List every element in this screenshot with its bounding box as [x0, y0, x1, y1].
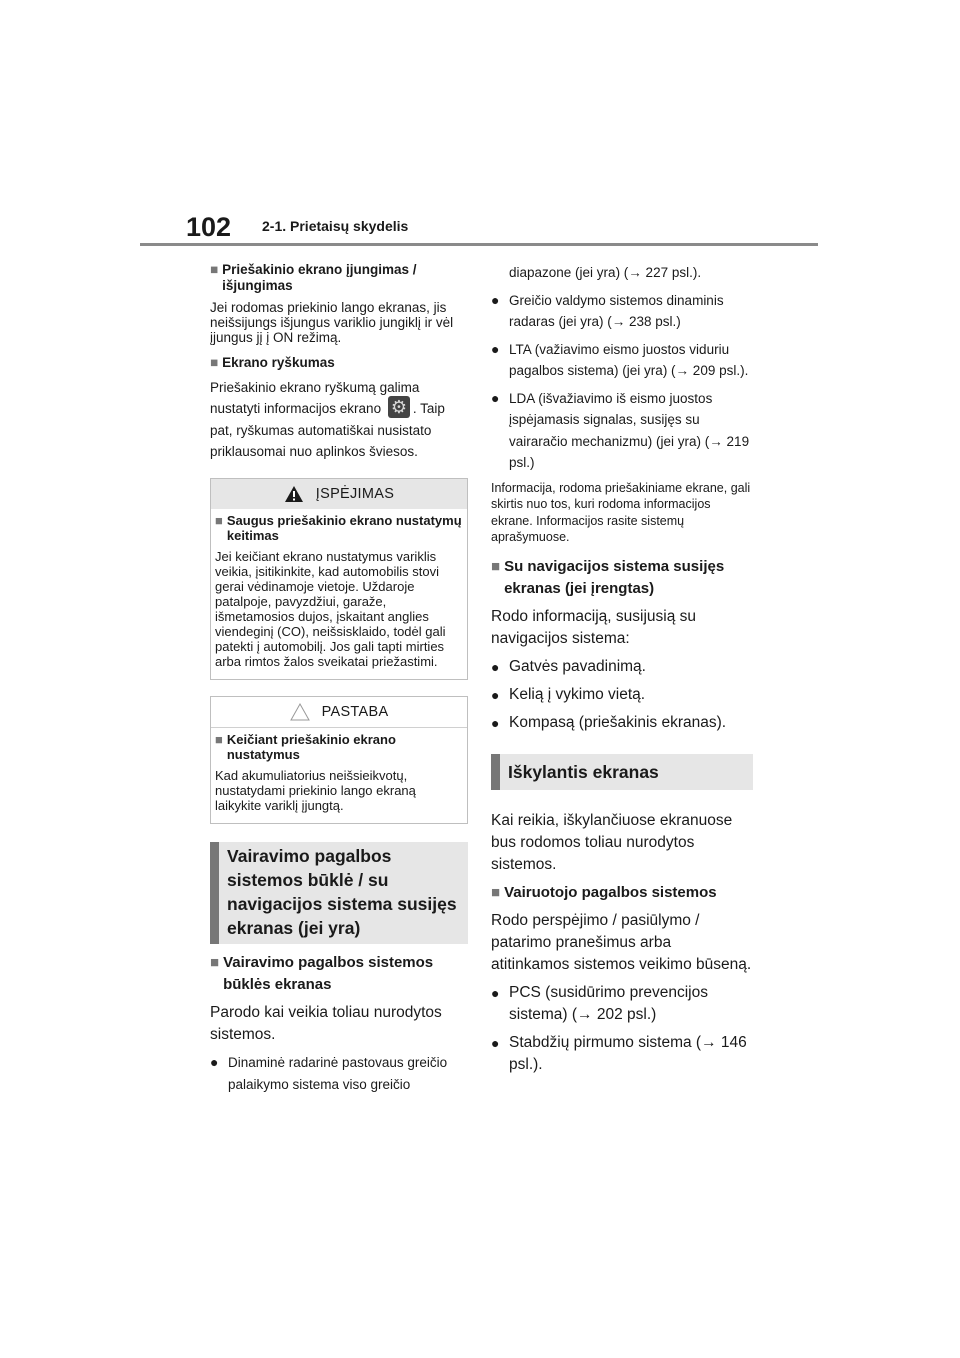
list-item-text: Greičio valdymo sistemos dinaminis radaras (jei yra) (→ 238 psl.) [509, 292, 724, 329]
gear-icon [388, 396, 410, 418]
heading-text: Keičiant priešakinio ekrano nustatymus [226, 732, 396, 763]
caution-outline-triangle-icon [290, 703, 310, 721]
round-bullet-icon: ● [491, 686, 500, 703]
square-bullet-icon: ■ [215, 732, 223, 748]
list-item-text: Kelią į vykimo vietą. [509, 685, 646, 703]
list-item [491, 656, 753, 678]
list-item [491, 982, 753, 1026]
paragraph: Parodo kai veikia toliau nurodytos sistemos. [210, 1004, 442, 1044]
section-heading-assist-status: Vairavimo pagalbos sistemos būklė / su navigacijos sistema susijęs ekranas (jei yra) [210, 842, 468, 944]
list-item-text: Gatvės pavadinimą. [509, 657, 646, 675]
list-item [210, 1052, 468, 1095]
square-bullet-icon: ■ [210, 262, 219, 277]
list-item-text: LTA (važiavimo eismo juostos viduriu pagalbos sistema) (jei yra) (→ 209 psl.). [509, 341, 749, 378]
heading-text: Su navigacijos sistema susijęs ekranas (jei įrengtas) [504, 557, 725, 597]
warning-title: ĮSPĖJIMAS [315, 486, 395, 503]
square-bullet-icon: ■ [210, 954, 220, 972]
list-item-text: PCS (susidūrimo prevencijos sistema) (→ 202 psl.) [509, 983, 708, 1023]
round-bullet-icon: ● [491, 714, 500, 731]
list-item-text: Kompasą (priešakinis ekranas). [509, 713, 727, 731]
warning-text: Jei keičiant ekrano nustatymus variklis veikia, įsitikinkite, kad automobilis stovi gerai vėdinamoje vietoje. Uždaroje patalpoje, pavyzdžiui, garaže, išmetamosios dujos, įskaitant anglies viendeginį (CO), neišsisklaido, todėl gali patekti į automobilį. Jos gali tapti mirties arba rimtos žalos sveikatai priežastimi. [215, 549, 446, 670]
list-item [491, 388, 753, 474]
warning-subheading [215, 513, 463, 543]
round-bullet-icon: ● [491, 658, 500, 675]
warning-box [210, 478, 468, 680]
list-item [491, 339, 753, 382]
heading-navigation-screen [491, 556, 753, 600]
notice-header [211, 697, 467, 728]
list-item [491, 290, 753, 333]
heading-brightness [210, 355, 468, 371]
section-heading-popup: Iškylantis ekranas [491, 754, 753, 790]
round-bullet-icon: ● [491, 1034, 500, 1051]
round-bullet-icon: ● [491, 389, 500, 406]
header-divider [140, 243, 818, 246]
right-column [491, 262, 753, 1082]
warning-body [211, 509, 467, 679]
info-note: Informacija, rodoma priešakiniame ekrane, gali skirtis nuo tos, kuri rodoma informacijos ekrane. Informacijos rasite sistemų aprašymuose. [491, 480, 751, 544]
heading-text: Priešakinio ekrano įjungimas / išjungimas [222, 262, 417, 293]
warning-header [211, 479, 467, 509]
heading-text: Vairuotojo pagalbos sistemos [504, 883, 717, 901]
heading-text: Ekrano ryškumas [222, 355, 335, 370]
square-bullet-icon: ■ [491, 883, 501, 901]
list-item-text: Stabdžių pirmumo sistema (→ 146 psl.). [509, 1033, 747, 1073]
paragraph: Rodo perspėjimo / pasiūlymo / patarimo pranešimus arba atitinkamos sistemos veikimo būseną. [491, 911, 752, 973]
notice-box [210, 696, 468, 824]
page-number: 102 [186, 212, 232, 242]
list-item-text: LDA (išvažiavimo iš eismo juostos įspėjamasis signalas, susijęs su vairaračio mechanizmu) (jei yra) (→ 219 psl.) [509, 390, 750, 470]
round-bullet-icon: ● [210, 1054, 219, 1071]
paragraph: Rodo informaciją, susijusią su navigacijos sistema: [491, 607, 697, 647]
text: . Taip pat, ryškumas automatiškai nusistato priklausomai nuo aplinkos šviesos. [210, 401, 445, 460]
notice-subheading [215, 732, 463, 762]
square-bullet-icon: ■ [210, 355, 219, 370]
warning-triangle-icon [284, 485, 304, 503]
notice-title: PASTABA [321, 704, 389, 721]
heading-assist-status-screen [210, 952, 468, 996]
list-item [491, 712, 753, 734]
square-bullet-icon: ■ [215, 513, 223, 529]
round-bullet-icon: ● [491, 291, 500, 308]
heading-text: Saugus priešakinio ekrano nustatymų keitimas [226, 513, 462, 544]
paragraph [210, 377, 468, 462]
notice-body [211, 728, 467, 823]
list-item-text: Dinaminė radarinė pastovaus greičio palaikymo sistema viso greičio [228, 1055, 448, 1092]
text: Priešakinio ekrano ryškumą galima nustatyti informacijos ekrano [210, 380, 420, 416]
left-column [210, 262, 468, 1101]
list-item [491, 1032, 753, 1076]
heading-display-on-off [210, 262, 468, 294]
section-title: 2-1. Prietaisų skydelis [262, 218, 409, 234]
list-item-continuation: diapazone (jei yra) (→ 227 psl.). [509, 265, 702, 280]
notice-text: Kad akumuliatorius neišsieikvotų, nustatydami priekinio lango ekraną laikykite variklį įjungtą. [215, 768, 416, 814]
heading-text: Vairavimo pagalbos sistemos būklės ekranas [223, 954, 434, 994]
round-bullet-icon: ● [491, 340, 500, 357]
square-bullet-icon: ■ [491, 557, 501, 575]
heading-driver-assist [491, 882, 753, 904]
paragraph: Kai reikia, iškylančiuose ekranuose bus rodomos toliau nurodytos sistemos. [491, 811, 733, 873]
round-bullet-icon: ● [491, 984, 500, 1001]
list-item [491, 684, 753, 706]
paragraph: Jei rodomas priekinio lango ekranas, jis neišsijungs išjungus variklio jungiklį ir vėl įjungus jį į ON režimą. [210, 300, 454, 345]
